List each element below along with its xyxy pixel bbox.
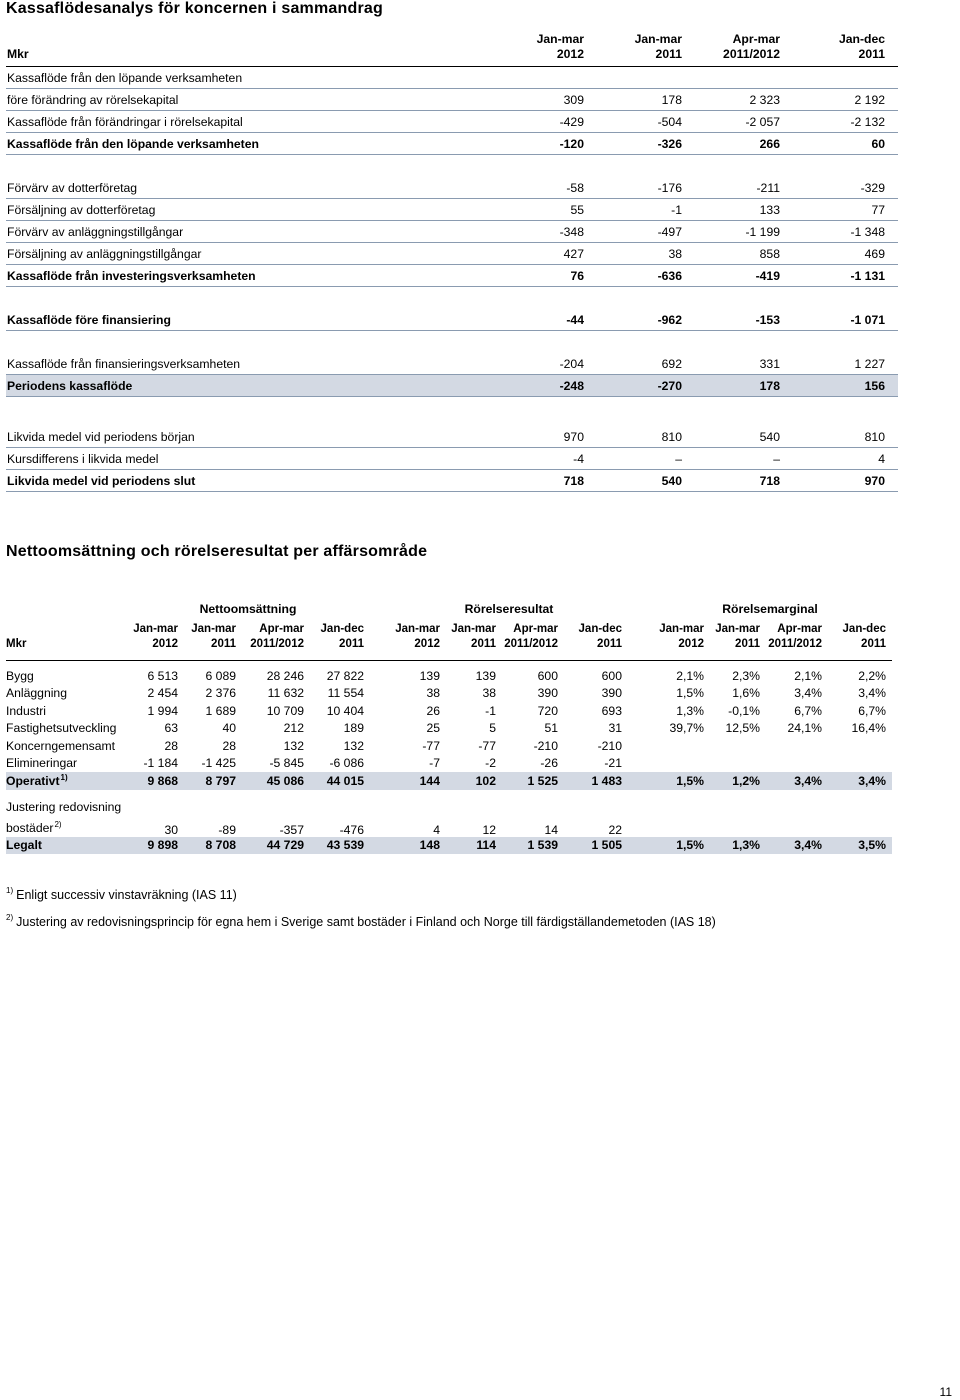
cell-value: 16,4% [851,721,886,736]
table-row [6,702,892,720]
table-row [6,243,898,265]
cell-value: -326 [591,133,689,155]
cell-value: 4 [787,448,898,470]
cell-value [766,796,828,837]
cell-value: 720 [537,703,558,718]
section-label-row [6,67,898,89]
cell-value: 2 454 [147,686,178,701]
cell-value: – [591,448,689,470]
segments-body [6,667,892,854]
cell-value: 1 483 [564,772,628,790]
column-header: 2011/2012 [502,638,564,661]
cashflow-title: Kassaflödesanalys för koncernen i sammandrag [6,0,383,17]
cell-value: 11 554 [327,686,364,701]
cell-value: 39,7% [669,721,704,736]
column-header: Jan-mar [659,623,704,635]
column-header: 2011 [710,638,766,661]
cell-value: -962 [591,309,689,331]
cell-value: 31 [608,721,622,736]
cell-value: -1 131 [787,265,898,287]
cell-value: 55 [493,199,591,221]
cell-value: 3,4% [828,772,892,790]
cell-value: 6 089 [205,668,236,683]
cell-value: -419 [689,265,787,287]
cell-value: -1 348 [787,221,898,243]
cell-value: 390 [601,686,622,701]
row-label: Kassaflöde från investeringsverksamheten [6,265,493,287]
cell-value: 44 015 [310,772,370,790]
row-label: Kassaflöde före finansiering [6,309,493,331]
cell-value: 6,7% [794,703,822,718]
column-header: Jan-mar [634,31,682,46]
cell-value: -0,1% [728,703,760,718]
cell-value [710,755,766,773]
footnote-mark: 1) [6,886,14,895]
group-header-row [6,598,892,620]
cell-value: 1,6% [732,686,760,701]
cell-value [828,755,892,773]
column-header: 2011 [828,638,892,661]
cell-value: -357 [279,822,304,837]
footnote-text: Enligt successiv vinstavräkning (IAS 11) [16,888,237,902]
row-label-text: Elimineringar [6,756,78,771]
cell-value: 5 [489,721,496,736]
cell-value [828,737,892,755]
table-row [6,89,898,111]
cell-value: -329 [787,177,898,199]
cell-value: – [689,448,787,470]
row-label [6,702,126,720]
cell-value: 693 [601,703,622,718]
column-header: Jan-dec [320,623,364,635]
cell-value: 12 [482,822,496,837]
cell-value: 139 [475,668,496,683]
cell-value: -348 [493,221,591,243]
cell-value: 692 [591,353,689,375]
cell-value [828,796,892,837]
cell-value: 178 [689,375,787,397]
cell-value [710,796,766,837]
cashflow-header-row [6,47,898,67]
row-label: Försäljning av anläggningstillgångar [6,243,493,265]
cell-value: -497 [591,221,689,243]
cell-value: -1 071 [787,309,898,331]
cell-value: -26 [540,756,558,771]
row-label: Kursdifferens i likvida medel [6,448,493,470]
cell-value: 1 539 [502,837,564,855]
column-header: 2011/2012 [689,47,787,67]
unit-label: Mkr [6,47,493,67]
column-header: 2011 [310,638,370,661]
unit-label: Mkr [6,638,126,661]
cell-value: 1 525 [502,772,564,790]
row-label-text: Anläggning [6,686,67,701]
cell-value: -270 [591,375,689,397]
cell-value: -77 [422,738,440,753]
cell-value: 27 822 [326,668,364,683]
column-header: Jan-mar [191,623,236,635]
column-header: Jan-dec [578,623,622,635]
cell-value: -1 425 [201,756,236,771]
segments-table [6,598,892,854]
row-label: Likvida medel vid periodens början [6,426,493,448]
cell-value: -248 [493,375,591,397]
group-header: Nettoomsättning [199,602,297,616]
column-header: 2011 [184,638,242,661]
column-header-row [6,638,892,661]
cell-value: 1 505 [564,837,628,855]
cell-value: 212 [283,721,304,736]
cell-value: 132 [283,738,304,753]
page-number: 11 [939,1385,952,1399]
column-header: 2011/2012 [766,638,828,661]
cell-value: -7 [429,756,440,771]
column-header: Jan-mar [715,623,760,635]
column-header: Jan-mar [536,31,584,46]
cell-value: 114 [446,837,502,855]
cell-value: 178 [591,89,689,111]
row-label: före förändring av rörelsekapital [6,89,493,111]
cell-value: 540 [689,426,787,448]
cell-value: 2,3% [732,668,760,683]
table-row [6,309,898,331]
cell-value: 2 192 [787,89,898,111]
cell-value: -210 [533,738,558,753]
cell-value: 3,4% [766,772,828,790]
cell-value: 3,5% [828,837,892,855]
table-row [6,199,898,221]
cell-value: 2,2% [858,668,886,683]
row-label [6,755,126,773]
cell-value: -429 [493,111,591,133]
table-row [6,111,898,133]
cell-value: 77 [787,199,898,221]
cell-value: -210 [597,738,622,753]
row-label [6,772,126,790]
footnote-ref: 2) [54,819,62,829]
cell-value: 189 [343,721,364,736]
cell-value: -2 [485,756,496,771]
cell-value: 45 086 [242,772,310,790]
row-label: Försäljning av dotterföretag [6,199,493,221]
cell-value: 540 [591,470,689,492]
column-header: 2011 [446,638,502,661]
row-label: Periodens kassaflöde [6,375,493,397]
cell-value: 970 [493,426,591,448]
cell-value: 30 [164,822,178,837]
row-label: Förvärv av dotterföretag [6,177,493,199]
row-label [6,667,126,685]
cell-value: 12,5% [725,721,760,736]
cell-value [766,737,828,755]
cell-value: 4 [433,822,440,837]
table-row [6,796,892,837]
cell-value: -476 [339,822,364,837]
cell-value: 144 [390,772,446,790]
column-header: 2011 [591,47,689,67]
cell-value: 10 404 [326,703,364,718]
cell-value: 3,4% [794,686,822,701]
footnote-ref: 1) [60,773,68,783]
column-header: Apr-mar [777,623,822,635]
column-header: Apr-mar [513,623,558,635]
table-row [6,837,892,855]
table-row [6,133,898,155]
cell-value: 6,7% [858,703,886,718]
cell-value: 38 [591,243,689,265]
cell-value: 132 [343,738,364,753]
cell-value: 970 [787,470,898,492]
cashflow-header-row [6,30,898,47]
cell-value: -89 [218,822,236,837]
cell-value [648,755,710,773]
cell-value: 2 323 [689,89,787,111]
cell-value: 858 [689,243,787,265]
cell-value: -1 199 [689,221,787,243]
cell-value: -77 [478,738,496,753]
cell-value: -4 [493,448,591,470]
cell-value: -1 [591,199,689,221]
cell-value: 2,1% [794,668,822,683]
cell-value: 148 [390,837,446,855]
cell-value: 156 [787,375,898,397]
cell-value: -636 [591,265,689,287]
cell-value: 427 [493,243,591,265]
table-row [6,755,892,773]
cell-value: -1 184 [143,756,178,771]
row-label-text: Koncerngemensamt [6,738,116,753]
cell-value: -2 057 [689,111,787,133]
row-label: Likvida medel vid periodens slut [6,470,493,492]
group-header: Rörelsemarginal [722,602,818,616]
table-row [6,353,898,375]
footnote-1 [6,886,237,902]
table-row [6,737,892,755]
cell-value: 1,5% [648,837,710,855]
cell-value: 600 [537,668,558,683]
cell-value: 139 [419,668,440,683]
cell-value: 1,2% [710,772,766,790]
table-row [6,448,898,470]
row-label-line: Justering redovisning [6,799,122,814]
row-label [6,685,126,703]
table-row [6,772,892,790]
cell-value: -204 [493,353,591,375]
cashflow-table [6,30,898,492]
cell-value: -5 845 [269,756,304,771]
cell-value: 133 [689,199,787,221]
table-row [6,470,898,492]
column-header: Jan-dec [838,31,885,46]
cell-value: -44 [493,309,591,331]
row-label-text: Legalt [6,838,42,853]
table-row [6,720,892,738]
cell-value: 26 [426,703,440,718]
cell-value: -21 [604,756,622,771]
cell-value: 11 632 [267,686,304,701]
column-header: 2011 [564,638,628,661]
cell-value: -120 [493,133,591,155]
column-header: 2012 [126,638,184,661]
cell-value: 810 [591,426,689,448]
column-header-row [6,620,892,638]
row-label: Kassaflöde från förändringar i rörelsekapital [6,111,493,133]
table-row [6,221,898,243]
cell-value: 8 708 [184,837,242,855]
table-row [6,685,892,703]
cell-value: 2 376 [205,686,236,701]
cell-value: 1 227 [787,353,898,375]
cell-value: 38 [482,686,496,701]
cell-value: 76 [493,265,591,287]
cell-value: 600 [601,668,622,683]
row-label [6,737,126,755]
cell-value: 718 [689,470,787,492]
column-header: 2012 [493,47,591,67]
cell-value [648,737,710,755]
cell-value: 390 [537,686,558,701]
row-label: Kassaflöde från finansieringsverksamheten [6,353,493,375]
table-row [6,667,892,685]
cell-value: 6 513 [147,668,178,683]
row-label [6,837,126,855]
cell-value: 43 539 [310,837,370,855]
column-header: Jan-dec [842,623,886,635]
cell-value: -211 [689,177,787,199]
group-header: Rörelseresultat [464,602,554,616]
row-label [6,720,126,738]
cell-value: 28 246 [266,668,304,683]
row-label-text: Operativt [6,774,60,789]
cell-value: 22 [608,822,622,837]
column-header: 2012 [390,638,446,661]
segments-title: Nettoomsättning och rörelseresultat per affärsområde [6,543,428,560]
cell-value: -176 [591,177,689,199]
cell-value: 1,5% [676,686,704,701]
cell-value: 60 [787,133,898,155]
cell-value: 331 [689,353,787,375]
cell-value: 1 994 [147,703,178,718]
cell-value [710,737,766,755]
cell-value: 1 689 [205,703,236,718]
cell-value: 1,3% [710,837,766,855]
footnote-text: Justering av redovisningsprincip för egna hem i Sverige samt bostäder i Finland och Norge till färdigställandemetoden (IAS 18) [16,915,716,929]
footnote-2 [6,913,716,929]
cell-value: 8 797 [184,772,242,790]
cell-value: -504 [591,111,689,133]
cell-value: 44 729 [242,837,310,855]
column-header: Jan-mar [451,623,496,635]
table-row [6,375,898,397]
row-label-text: Industri [6,703,46,718]
cell-value: 9 898 [126,837,184,855]
cell-value: 40 [222,721,236,736]
cell-value: 266 [689,133,787,155]
cell-value: 309 [493,89,591,111]
column-header: 2011/2012 [242,638,310,661]
cell-value: -153 [689,309,787,331]
table-row [6,177,898,199]
cell-value: 3,4% [858,686,886,701]
table-row [6,426,898,448]
cell-value: 63 [164,721,178,736]
column-header: Apr-mar [259,623,304,635]
cell-value: 810 [787,426,898,448]
row-label: Förvärv av anläggningstillgångar [6,221,493,243]
column-header: Jan-mar [133,623,178,635]
cell-value: 24,1% [787,721,822,736]
row-label-text: Fastighetsutveckling [6,721,117,736]
footnote-mark: 2) [6,913,14,922]
row-label-text: Bygg [6,668,34,683]
cell-value [766,755,828,773]
cell-value: 14 [544,822,558,837]
cell-value: 28 [164,738,178,753]
cell-value [648,796,710,837]
cell-value: 9 868 [126,772,184,790]
row-label [6,796,126,837]
column-header: 2012 [648,638,710,661]
cell-value: -2 132 [787,111,898,133]
column-header: Jan-mar [395,623,440,635]
cell-value: -6 086 [329,756,364,771]
cell-value: 102 [446,772,502,790]
cell-value: 25 [426,721,440,736]
cell-value: 28 [222,738,236,753]
column-header: Apr-mar [732,31,780,46]
cell-value: 718 [493,470,591,492]
cell-value: 2,1% [676,668,704,683]
cell-value: 3,4% [766,837,828,855]
cell-value: 469 [787,243,898,265]
row-label: Kassaflöde från den löpande verksamheten [6,133,493,155]
section-label: Kassaflöde från den löpande verksamheten [6,67,493,89]
cell-value: 1,3% [676,703,704,718]
column-header: 2011 [787,47,898,67]
cell-value: 38 [426,686,440,701]
cell-value: -1 [485,703,496,718]
cell-value: 51 [544,721,558,736]
row-label-line: bostäder [6,820,54,835]
cell-value: 10 709 [266,703,304,718]
cell-value: -58 [493,177,591,199]
table-row [6,265,898,287]
cell-value: 1,5% [648,772,710,790]
